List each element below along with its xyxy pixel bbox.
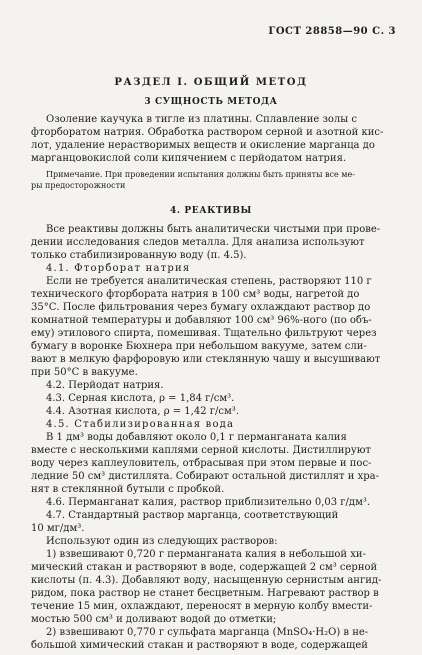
- text-line: технического фторбората натрия в 100 см³ воды, нагретой до: [31, 289, 360, 300]
- text-line: вместе с несколькими каплями серной кислоты. Дистиллируют: [31, 445, 371, 456]
- text-line: Все реактивы должны быть аналитически чистыми при прове-: [46, 224, 381, 235]
- text-line: ему) этилового спирта, помешивая. Тщательно фильтруют через: [31, 328, 377, 339]
- text-line: течение 15 мин, охлаждают, переносят в мерную колбу вмести-: [31, 601, 373, 612]
- note-block: [31, 169, 399, 191]
- text-line: дении исследования следов металла. Для анализа используют: [31, 237, 365, 248]
- text-line: фторборатом натрия. Обработка раствором серной и азотной кис-: [31, 127, 384, 138]
- subsection-heading: 4.5. Стабилизированная вода: [46, 419, 235, 430]
- text-line: Используют один из следующих растворов:: [46, 536, 278, 547]
- text-line: 4.2. Перйодат натрия.: [46, 380, 164, 391]
- text-line: 2) взвешивают 0,770 г сульфата марганца (MnSO₄·H₂O) в не-: [46, 627, 369, 638]
- text-line: мостью 500 см³ и доливают водой до отметки;: [31, 614, 277, 625]
- text-line: 4.7. Стандартный раствор марганца, соответствующий: [46, 510, 339, 521]
- section-title: РАЗДЕЛ I. ОБЩИЙ МЕТОД: [114, 77, 308, 88]
- text-line: большой химический стакан и растворяют в воде, содержащей: [31, 640, 368, 651]
- text-line: 4.4. Азотная кислота, ρ = 1,42 г/см³.: [46, 406, 239, 417]
- text-line: вают в мелкую фарфоровую или стеклянную чашу и высушивают: [31, 354, 381, 365]
- text-line: марганцовокислой соли кипячением с перйодатом натрия.: [31, 153, 347, 164]
- text-line: только стабилизированную воду (п. 4.5).: [31, 250, 247, 261]
- text-line: лот, удаление нерастворимых веществ и окисление марганца до: [31, 140, 375, 151]
- section-4-title: 4. РЕАКТИВЫ: [170, 206, 252, 216]
- text-line: Если не требуется аналитическая степень, растворяют 110 г: [46, 276, 372, 287]
- text-line: ридом, пока раствор не станет бесцветным. Нагревают раствор в: [31, 588, 379, 599]
- note-line: ры предосторожности: [31, 181, 126, 190]
- subsection-heading: 4.1. Фторборат натрия: [46, 263, 191, 274]
- text-line: В 1 дм³ воды добавляют около 0,1 г перманганата калия: [46, 432, 347, 443]
- text-line: ледние 50 см³ дистиллята. Собирают остальной дистиллят и хра-: [31, 471, 379, 482]
- section-4-body: [31, 223, 399, 652]
- text-line: 4.6. Перманганат калия, раствор приблизительно 0,03 г/дм³.: [46, 497, 371, 508]
- text-line: 10 мг/дм³.: [31, 523, 85, 534]
- text-line: комнатной температуры и добавляют 100 см³ 96%-ного (по объ-: [31, 315, 372, 326]
- text-line: бумагу в воронке Бюхнера при небольшом вакууме, затем сли-: [31, 341, 367, 352]
- text-line: нят в стеклянной бутыли с пробкой.: [31, 484, 225, 495]
- text-line: 35°С. После фильтрования через бумагу охлаждают раствор до: [31, 302, 371, 313]
- note-line: Примечание. При проведении испытания должны быть приняты все ме-: [46, 170, 355, 179]
- text-line: воду через каплеуловитель, отбрасывая при этом первые и пос-: [31, 458, 372, 469]
- section-3-body: [31, 113, 399, 165]
- text-line: 4.3. Серная кислота, ρ = 1,84 г/см³.: [46, 393, 235, 404]
- text-line: Озоление каучука в тигле из платины. Сплавление золы с: [46, 114, 358, 125]
- text-line: при 50°С в вакууме.: [31, 367, 138, 378]
- text-line: 1) взвешивают 0,720 г перманганата калия в небольшой хи-: [46, 549, 366, 560]
- text-line: кислоты (п. 4.3). Добавляют воду, насыщенную сернистым ангид-: [31, 575, 382, 586]
- section-3-title: 3 СУЩНОСТЬ МЕТОДА: [144, 97, 278, 107]
- page-header: ГОСТ 28858—90 С. 3: [268, 26, 396, 37]
- text-line: мический стакан и растворяют в воде, содержащей 2 см³ серной: [31, 562, 378, 573]
